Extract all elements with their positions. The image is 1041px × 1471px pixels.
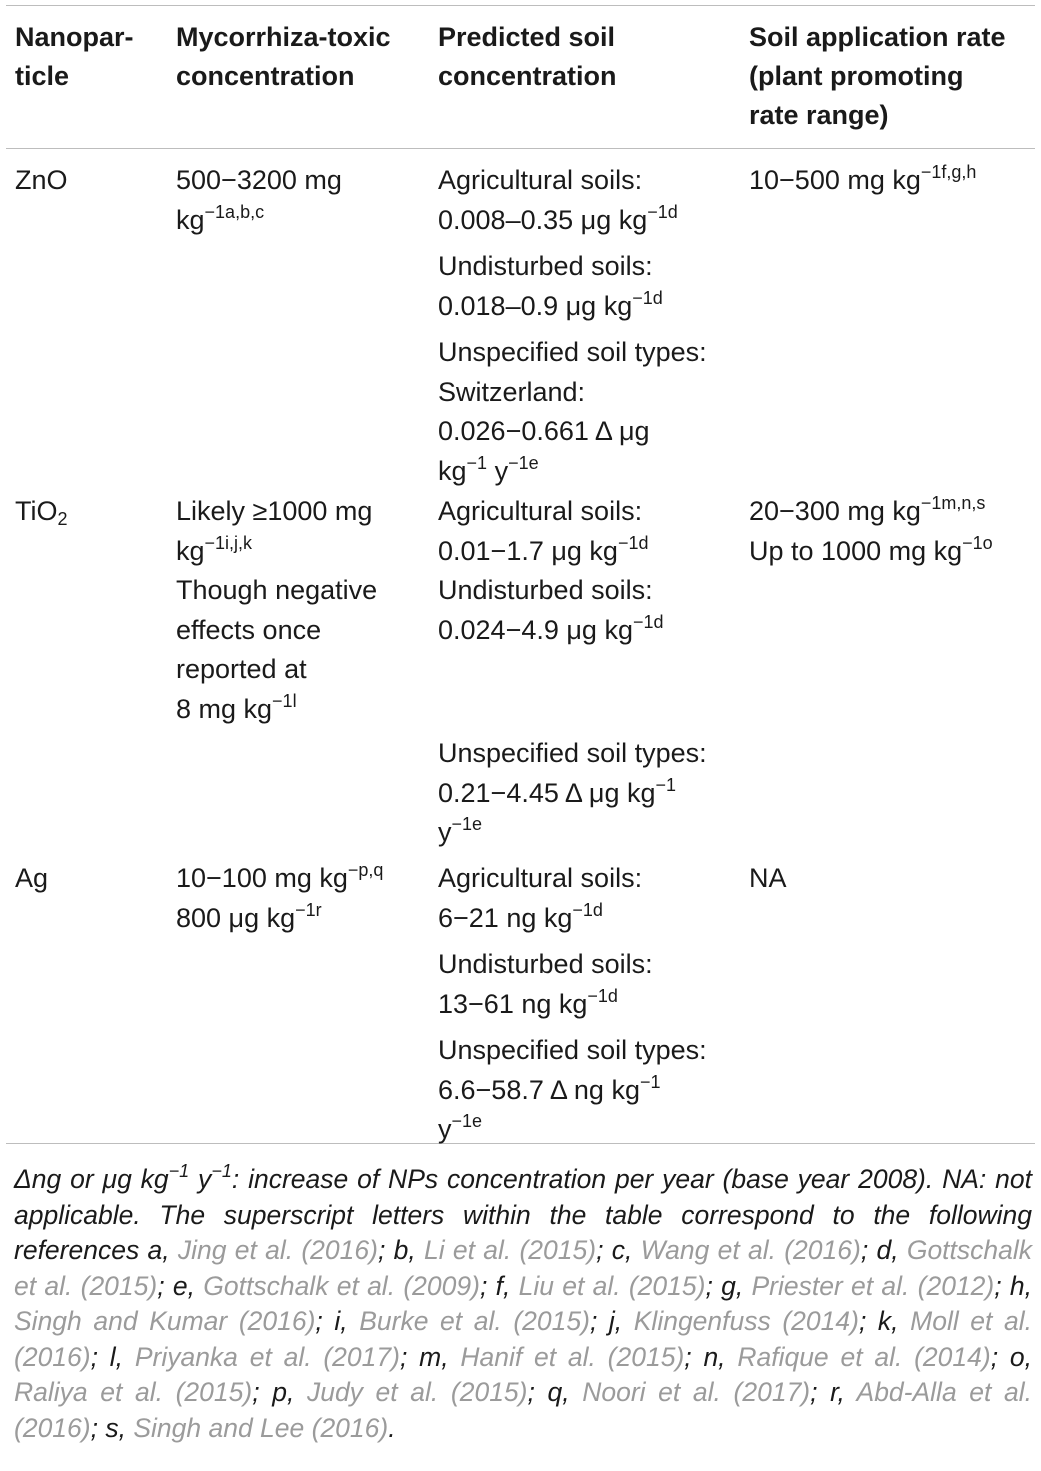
soil-label: Agricultural soils: [438,165,643,195]
header-line: concentration [176,61,355,91]
soil-value: 6−21 ng $kg^{-1d}$ [438,899,603,933]
row-zno-toxic [176,161,342,240]
header-line: concentration [438,61,617,91]
header-line: Mycorrhiza-toxic [176,22,391,52]
soil-value: 0.026−0.661 Δ μg [438,416,650,446]
row-ag-predicted [438,859,707,1150]
reference-citation[interactable]: Gottschalk et al. (2009) [203,1270,480,1301]
row-tio2-application [749,492,993,571]
row-ag-toxic [176,859,383,938]
row-tio2-toxic [176,492,377,729]
reference-citation[interactable]: Noori et al. (2017) [582,1377,811,1407]
soil-label: Agricultural soils: [438,496,643,526]
row-tio2-predicted [438,492,664,650]
header-line: Nanopar- [15,22,134,52]
row-zno-name [15,161,68,201]
header-application-rate [749,18,1006,135]
soil-value: 0.008–0.35 μg $kg^{-1d}$ [438,201,678,235]
reference-citation[interactable]: Klingenfuss (2014) [633,1306,859,1336]
reference-citation[interactable]: Jing et al. (2016) [177,1235,378,1265]
reference-citation[interactable]: Hanif et al. (2015) [460,1341,685,1372]
toxic-line: 500−3200 mg [176,165,342,195]
soil-value: 13−61 ng $kg^{-1d}$ [438,985,618,1019]
reference-citation[interactable]: Priester et al. (2012) [751,1270,995,1301]
header-rule [6,148,1035,149]
header-toxic-concentration [176,18,391,96]
row-zno-predicted [438,161,707,491]
soil-value: 6.6−58.7 Δ ng $kg^{-1}$ [438,1071,661,1105]
reference-citation[interactable]: Priyanka et al. (2017) [134,1341,400,1372]
header-line: (plant promoting [749,61,964,91]
reference-citation[interactable]: Gottschalk et al. (2015) [14,1235,1033,1301]
table-footnote: Δng or μg $kg^{-1}$ $y^{-1}$: increase of NPs concentration per year (base year 2008). NA: not applicable. The superscript letters within the table correspond to the following references a, Jing et al. (2016); b, Li et al. (2015); c, Wang et al. (2016); d, Gottschalk et al. (2015); e, Gottschalk et al. (2009); f, Liu et al. (2015); g, Priester et al. (2012); h, Singh and Kumar (2016); i, Burke et al. (2015); j, Klingenfuss (2014); k, Moll et al. (2016); l, Priyanka et al. (2017); m, Hanif et al. (2015); n, Rafique et al. (2014); o, Raliya et al. (2015); p, Judy et al. (2015); q, Noori et al. (2017); r, Abd-Alla et al. (2016); s, Singh and Lee (2016). [14,1161,1033,1443]
soil-country: Switzerland: [438,376,586,407]
reference-citation[interactable]: Li et al. (2015) [423,1235,597,1265]
top-rule [6,5,1035,6]
toxic-line: reported at [176,654,307,684]
reference-list: a, Jing et al. (2016); b, Li et al. (2015); c, Wang et al. (2016); d, Gottschalk et al. (2015); e, Gottschalk et al. (2009); f, Liu et al. (2015); g, Priester et al. (2012); h, Singh and Kumar (2016); i, Burke et al. (2015); j, Klingenfuss (2014); k, Moll et al. (2016); l, Priyanka et al. (2017); m, Hanif et al. (2015); n, Rafique et al. (2014); o, Raliya et al. (2015); p, Judy et al. (2015); q, Noori et al. (2017); r, Abd-Alla et al. (2016); s, Singh and Lee (2016). [14,1235,1033,1443]
reference-citation[interactable]: Burke et al. (2015) [359,1306,590,1336]
soil-label: Undisturbed soils: [438,251,653,281]
header-predicted-concentration [438,18,617,96]
soil-value: 0.21−4.45 Δ μg $kg^{-1}$ [438,774,677,808]
toxic-line: Likely ≥1000 mg [176,496,373,526]
nanoparticle-name: Ag [15,863,49,893]
row-ag-application [749,859,787,899]
toxic-line: 800 μg $kg^{-1r}$ [176,899,322,933]
soil-label: Unspecified soil types: [438,1035,707,1065]
soil-value: 0.018–0.9 μg $kg^{-1d}$ [438,287,663,321]
toxic-line: effects once [176,614,322,645]
row-ag-name [15,859,48,899]
row-tio2-predicted-unspecified [438,734,707,853]
toxic-line: $kg^{-1i,j,k}$ [176,532,253,566]
reference-citation[interactable]: Singh and Kumar (2016) [14,1306,316,1336]
header-line: Predicted soil [438,22,616,52]
header-nanoparticle [15,18,134,96]
reference-citation[interactable]: Moll et al. (2016) [14,1306,1032,1372]
application-value: NA [749,863,787,893]
soil-value: 0.024−4.9 μg $kg^{-1d}$ [438,611,664,645]
soil-value: $y^{-1e}$ [438,814,483,847]
header-line: ticle [15,61,70,91]
application-value: 10−500 mg $kg^{-1f,g,h}$ [749,162,977,195]
reference-citation[interactable]: Raliya et al. (2015) [14,1377,253,1407]
reference-citation[interactable]: Rafique et al. (2014) [737,1341,991,1372]
soil-label: Agricultural soils: [438,863,643,893]
nanoparticle-name: ZnO [15,165,68,195]
reference-citation[interactable]: Singh and Lee (2016) [133,1412,389,1443]
reference-citation[interactable]: Judy et al. (2015) [306,1377,528,1407]
toxic-line: Though negative [176,575,378,605]
application-value: 20−300 mg $kg^{-1m,n,s}$ [749,493,986,526]
soil-label: Unspecified soil types: [438,337,707,367]
reference-citation[interactable]: Abd-Alla et al. (2016) [14,1377,1033,1443]
soil-label: Undisturbed soils: [438,575,653,605]
toxic-line: 8 mg $kg^{-1l}$ [176,690,297,724]
application-value: Up to 1000 mg $kg^{-1o}$ [749,532,993,566]
toxic-line: $kg^{-1a,b,c}$ [176,201,265,235]
soil-value: $kg^{-1}$ $y^{-1e}$ [438,452,539,486]
row-zno-application [749,161,976,201]
reference-citation[interactable]: Wang et al. (2016) [640,1235,861,1265]
soil-label: Undisturbed soils: [438,949,653,979]
header-line: rate range) [749,100,889,130]
row-tio2-name: TiO$_2$ [15,496,68,529]
soil-label: Unspecified soil types: [438,738,707,768]
reference-citation[interactable]: Liu et al. (2015) [518,1270,706,1301]
soil-value: $y^{-1e}$ [438,1111,483,1144]
toxic-line: 10−100 mg $kg^{-p,q}$ [176,860,384,893]
header-line: Soil application rate [749,22,1006,52]
soil-value: 0.01−1.7 μg $kg^{-1d}$ [438,532,649,566]
